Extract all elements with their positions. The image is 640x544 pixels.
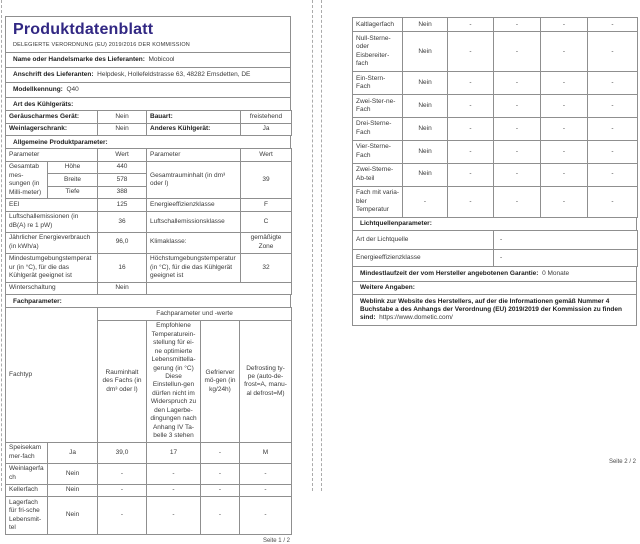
fach-cell: Nein: [48, 497, 98, 535]
table-row: [6, 253, 292, 282]
table-row: [353, 186, 638, 217]
noise-class-label: Luftschallemissionsklasse: [147, 211, 241, 232]
manufacturer-weblink[interactable]: https://www.dometic.com/: [379, 314, 453, 322]
fach-row-label: Null-Sterne- oder Eisbereiter-fach: [353, 32, 403, 72]
supplier-name-label: Name oder Handelsmarke des Lieferanten:: [13, 56, 145, 63]
volume-label: Gesamtrauminhalt (in dm³ oder l): [147, 161, 241, 199]
climate-class-label: Klimaklasse:: [147, 232, 241, 253]
fach-row-label: Ein-Stern-Fach: [353, 72, 403, 95]
fach-row-label: Kaltlagerfach: [353, 18, 403, 32]
fach-cell: -: [448, 32, 494, 72]
fach-section-header: Fachparameter:: [5, 294, 291, 308]
height-label: Höhe: [48, 161, 98, 174]
eei-label: EEI: [6, 199, 98, 211]
fach-cell: -: [541, 32, 588, 72]
table-row: [353, 140, 638, 163]
light-efficiency-label: Energieeffizienzklasse: [353, 250, 494, 266]
winter-setting-value: Nein: [98, 282, 147, 294]
fach-cell: -: [588, 32, 638, 72]
general-section-header: Allgemeine Produktparameter:: [5, 135, 291, 149]
general-parameters-table: [5, 148, 292, 295]
fach-cell: -: [448, 72, 494, 95]
more-info-section-header: Weitere Angaben:: [352, 281, 637, 295]
page-subtitle: DELEGIERTE VERORDNUNG (EU) 2019/2016 DER KOMMISSION: [13, 42, 190, 48]
quiet-device-label: Geräuscharmes Gerät:: [6, 111, 98, 123]
efficiency-class-value: F: [241, 199, 292, 211]
fach-cell: -: [147, 484, 201, 496]
fach-cell: -: [494, 186, 541, 217]
fach-cell: -: [201, 484, 240, 496]
fach-cell: -: [541, 18, 588, 32]
winter-setting-label: Winterschaltung: [6, 282, 98, 294]
table-row: [353, 32, 638, 72]
wine-storage-label: Weinlagerschrank:: [6, 123, 98, 135]
table-row: [6, 463, 292, 484]
design-label: Bauart:: [147, 111, 241, 123]
table-row: [6, 282, 292, 294]
table-row: [6, 123, 292, 135]
fach-values-header: Fachparameter und -werte: [98, 308, 292, 320]
page2-left-dashed-line: [321, 0, 322, 491]
table-row: [353, 230, 638, 249]
other-device-value: Ja: [241, 123, 292, 135]
fach-cell: -: [448, 163, 494, 186]
fach-cell: Nein: [403, 140, 448, 163]
light-source-table: [352, 230, 638, 267]
fach-cell: -: [494, 163, 541, 186]
fach-cell: Nein: [403, 72, 448, 95]
light-efficiency-value: -: [494, 250, 638, 266]
fach-cell: -: [541, 186, 588, 217]
energy-value: 96,0: [98, 232, 147, 253]
table-row: [6, 111, 292, 123]
fach-row-label: Speisekammer-fach: [6, 442, 48, 463]
fach-cell: -: [588, 95, 638, 118]
fach-cell: -: [588, 163, 638, 186]
fach-cell: -: [588, 18, 638, 32]
empty-cell: [147, 282, 292, 294]
quiet-device-value: Nein: [98, 111, 147, 123]
fach-cell: -: [448, 186, 494, 217]
fach-cell: -: [98, 497, 147, 535]
depth-value: 388: [98, 186, 147, 199]
width-label: Breite: [48, 174, 98, 187]
fach-cell: -: [448, 117, 494, 140]
warranty-value: 0 Monate: [542, 269, 570, 277]
fach-cell: -: [588, 117, 638, 140]
fach-cell: 39,0: [98, 442, 147, 463]
page-number: Seite 1 / 2: [262, 537, 290, 544]
fach-cell: -: [541, 95, 588, 118]
page-edge-dashed-line-left: [1, 0, 2, 491]
fach-cell: Ja: [48, 442, 98, 463]
fach-cell: -: [240, 497, 292, 535]
gefriervermoegen-header: Gefriervermö-gen (in kg/24h): [201, 320, 240, 442]
light-section-header: Lichtquellenparameter:: [352, 217, 637, 231]
fach-row-label: Zwei-Ster-ne-Fach: [353, 95, 403, 118]
dimensions-label: Gesamtabmes-sungen (in Milli-meter): [6, 161, 48, 199]
page1-right-dashed-line: [312, 0, 313, 491]
device-type-table: [5, 110, 292, 136]
noise-label: Luftschallemissionen (in dB(A) re 1 pW): [6, 211, 98, 232]
fach-cell: -: [147, 497, 201, 535]
width-value: 578: [98, 174, 147, 187]
wert-header-2: Wert: [241, 149, 292, 161]
min-temp-value: 16: [98, 253, 147, 282]
fach-cell: -: [541, 72, 588, 95]
fach-row-label: Vier-Sterne-Fach: [353, 140, 403, 163]
fach-cell: -: [494, 140, 541, 163]
fach-cell: 17: [147, 442, 201, 463]
fach-cell: M: [240, 442, 292, 463]
page-title: Produktdatenblatt: [13, 21, 154, 38]
parameter-header-2: Parameter: [147, 149, 241, 161]
wert-header-1: Wert: [98, 149, 147, 161]
fach-cell: -: [448, 140, 494, 163]
fach-cell: -: [494, 117, 541, 140]
fach-cell: -: [240, 484, 292, 496]
table-row: [353, 95, 638, 118]
title-block: [5, 16, 291, 53]
model-value: Q40: [66, 86, 79, 94]
fach-cell: -: [541, 140, 588, 163]
fach-cell: -: [98, 484, 147, 496]
fach-cell: Nein: [403, 95, 448, 118]
fach-cell: -: [201, 497, 240, 535]
empfohlene-temp-header: Empfohlene Temperaturein-stellung für ei-ne optimierte Lebensmittella-gerung (in °C) Diese Einstellun-gen dürfen nicht im Widerspruch zu den Lagerbe-dingungen nach Anhang IV Ta-belle 3 stehen: [147, 320, 201, 442]
fach-row-label: Drei-Sterne-Fach: [353, 117, 403, 140]
fach-cell: -: [147, 463, 201, 484]
table-row: [6, 497, 292, 535]
fach-cell: -: [448, 95, 494, 118]
fach-cell: Nein: [403, 18, 448, 32]
fach-cell: -: [494, 18, 541, 32]
model-label: Modellkennung:: [13, 86, 63, 94]
table-row: [353, 72, 638, 95]
fach-row-label: Weinlagerfach: [6, 463, 48, 484]
supplier-address-value: Helpdesk, Hollefeldstrasse 63, 48282 Emsdetten, DE: [97, 71, 251, 79]
fach-cell: -: [201, 442, 240, 463]
fach-cell: Nein: [403, 32, 448, 72]
max-temp-label: Höchstumgebungstemperatur (in °C), für die das Kühlgerät geeignet ist: [147, 253, 241, 282]
table-row: [6, 232, 292, 253]
page-1: [5, 17, 291, 544]
fach-cell: -: [403, 186, 448, 217]
light-type-value: -: [494, 230, 638, 249]
fach-cell: -: [494, 95, 541, 118]
depth-label: Tiefe: [48, 186, 98, 199]
fach-cell: -: [588, 186, 638, 217]
table-header-row: [6, 308, 292, 320]
noise-value: 36: [98, 211, 147, 232]
supplier-name-value: Mobicool: [148, 56, 175, 63]
fach-cell: -: [541, 163, 588, 186]
fach-cell: Nein: [403, 163, 448, 186]
compartment-table: [5, 307, 292, 535]
warranty-row: [352, 266, 637, 282]
climate-class-value: gemäßigte Zone: [241, 232, 292, 253]
rauminhalt-header: Rauminhalt des Fachs (in dm³ oder l): [98, 320, 147, 442]
fach-row-label: Kellerfach: [6, 484, 48, 496]
height-value: 440: [98, 161, 147, 174]
fach-cell: -: [201, 463, 240, 484]
fach-cell: -: [240, 463, 292, 484]
defrosting-header: Defrosting ty-pe (auto-de-frost=A, manu-al defrost=M): [240, 320, 292, 442]
fach-cell: -: [541, 117, 588, 140]
type-section-header: Art des Kühlgeräts:: [5, 97, 291, 111]
compartment-table-continued: [352, 17, 638, 218]
wine-storage-value: Nein: [98, 123, 147, 135]
supplier-address-row: [5, 67, 291, 83]
fach-cell: -: [98, 463, 147, 484]
warranty-label: Mindestlaufzeit der vom Hersteller angebotenen Garantie:: [360, 269, 539, 277]
fach-cell: Nein: [48, 484, 98, 496]
noise-class-value: C: [241, 211, 292, 232]
fach-cell: -: [494, 32, 541, 72]
table-header-row: [6, 149, 292, 161]
fach-cell: -: [494, 72, 541, 95]
page-2: [352, 18, 637, 478]
table-row: [353, 250, 638, 266]
weblink-label: Weblink zur Website des Herstellers, auf der die Informationen gemäß Nummer 4 Buchstabe a des Anhangs der Verordnung (EU) 2019/2019 der Kommission zu finden sind:: [360, 297, 622, 322]
energy-label: Jährlicher Energieverbrauch (in kWh/a): [6, 232, 98, 253]
efficiency-class-label: Energieeffizienzklasse: [147, 199, 241, 211]
fach-row-label: Zwei-Sterne-Ab-teil: [353, 163, 403, 186]
table-row: [353, 163, 638, 186]
max-temp-value: 32: [241, 253, 292, 282]
fach-cell: -: [448, 18, 494, 32]
volume-value: 39: [241, 161, 292, 199]
supplier-address-label: Anschrift des Lieferanten:: [13, 71, 94, 79]
supplier-name-row: [5, 52, 291, 68]
light-type-label: Art der Lichtquelle: [353, 230, 494, 249]
model-row: [5, 82, 291, 98]
fach-row-label: Lagerfach für fri-sche Lebensmit-tel: [6, 497, 48, 535]
fach-cell: -: [588, 140, 638, 163]
table-row: [353, 117, 638, 140]
parameter-header-1: Parameter: [6, 149, 98, 161]
weblink-row: [352, 294, 637, 326]
table-row: [6, 484, 292, 496]
other-device-label: Anderes Kühlgerät:: [147, 123, 241, 135]
table-row: [6, 199, 292, 211]
fach-row-label: Fach mit varia-bler Temperatur: [353, 186, 403, 217]
table-row: [6, 161, 292, 174]
table-row: [6, 211, 292, 232]
fach-cell: Nein: [48, 463, 98, 484]
eei-value: 125: [98, 199, 147, 211]
table-row: [353, 18, 638, 32]
design-value: freistehend: [241, 111, 292, 123]
table-row: [6, 442, 292, 463]
min-temp-label: Mindestumgebungstemperatur (in °C), für die das Kühlgerät geeignet ist: [6, 253, 98, 282]
fachtyp-header: Fachtyp: [6, 308, 98, 443]
fach-cell: Nein: [403, 117, 448, 140]
fach-cell: -: [588, 72, 638, 95]
page-number: Seite 2 / 2: [608, 459, 636, 465]
